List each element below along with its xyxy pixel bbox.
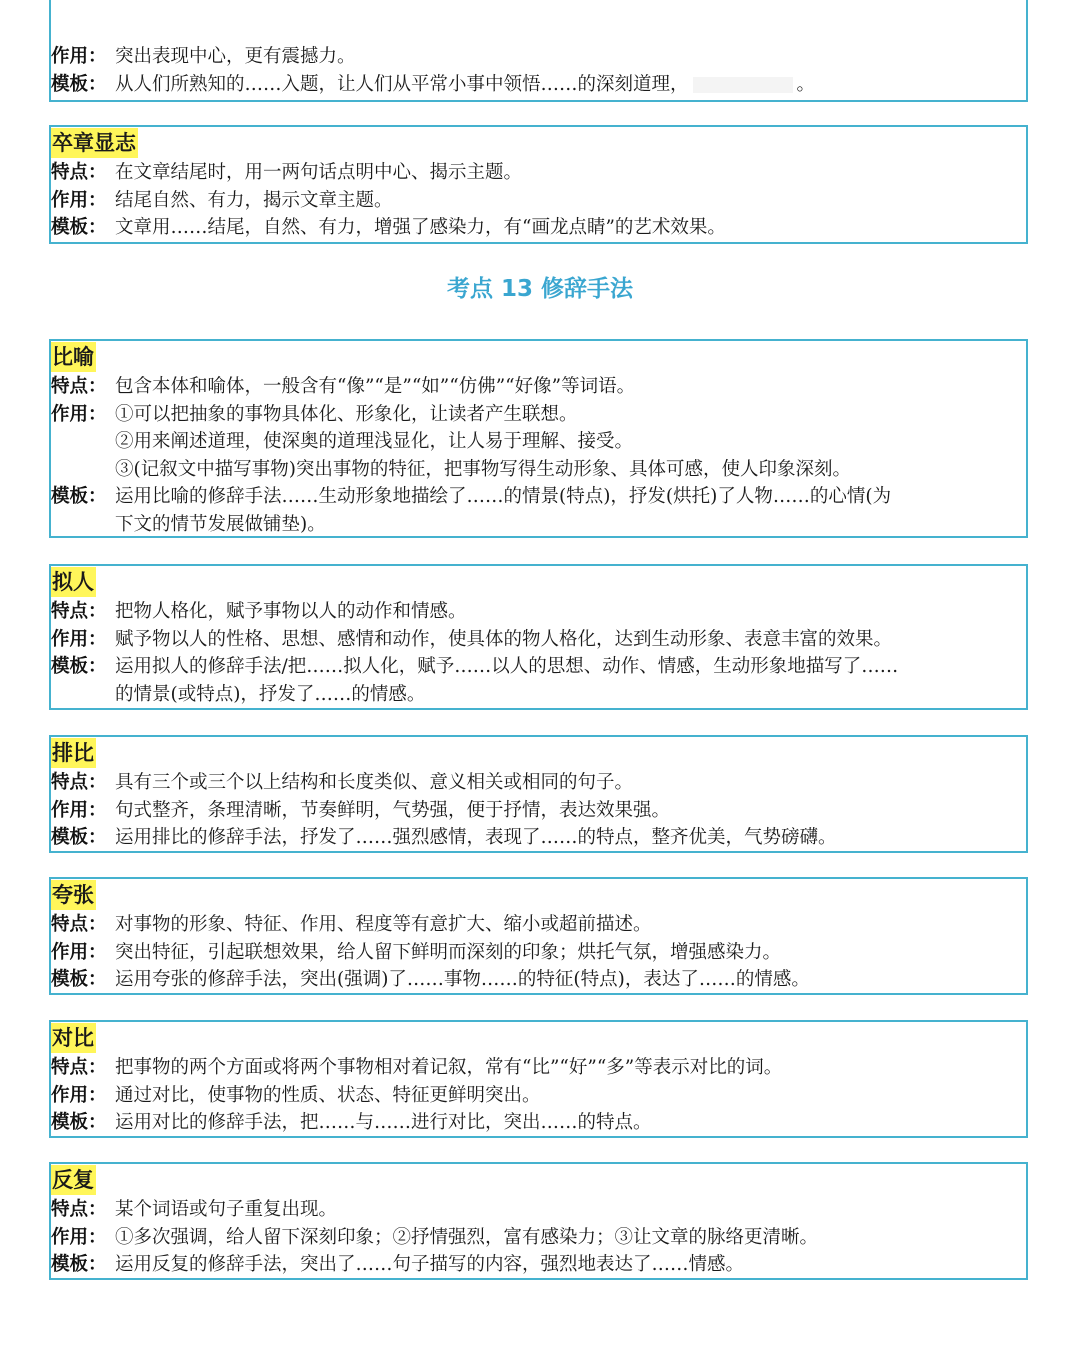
card-title: 反复: [51, 1165, 96, 1195]
row-text: 突出特征，引起联想效果，给人留下鲜明而深刻的印象；烘托气氛，增强感染力。: [115, 941, 782, 963]
row-label: 作用：: [51, 403, 107, 425]
card-title: 拟人: [51, 567, 96, 597]
feature-label: 特点：: [51, 162, 107, 183]
row-label: 模板：: [51, 486, 107, 507]
row-text: 下文的情节发展做铺垫)。: [115, 513, 326, 535]
template-text-tail: 。: [796, 73, 816, 95]
row-text: 包含本体和喻体，一般含有“像”“是”“如”“仿佛”“好像”等词语。: [115, 376, 636, 397]
row-text: 把物人格化，赋予事物以人的动作和情感。: [115, 601, 467, 622]
effect-text: 突出表现中心，更有震撼力。: [115, 46, 356, 67]
row-label: 作用：: [51, 628, 107, 650]
card-row: [51, 401, 1020, 429]
card-metaphor: [49, 339, 1028, 538]
card-row: [51, 653, 1020, 681]
row-text: 运用拟人的修辞手法/把……拟人化，赋予……以人的思想、动作、情感，生动形象地描写了……: [115, 656, 899, 677]
template-text-main: 从人们所熟知的……入题，让人们从平常小事中领悟……的深刻道理，: [115, 73, 689, 95]
section-title: 考点 13 修辞手法: [446, 276, 634, 302]
row-text: 运用反复的修辞手法，突出了……句子描写的内容，强烈地表达了……情感。: [115, 1254, 745, 1275]
row-label: 作用：: [51, 1226, 107, 1248]
row-label: 作用：: [51, 1084, 107, 1106]
effect-row: [51, 187, 1020, 215]
template-text: 文章用……结尾，自然、有力，增强了感染力，有“画龙点睛”的艺术效果。: [115, 217, 726, 238]
row-label: 模板：: [51, 656, 107, 677]
card-row: [51, 1082, 1020, 1110]
row-label: 作用：: [51, 941, 107, 963]
row-text: 赋予物以人的性格、思想、感情和动作，使具体的物人格化，达到生动形象、表意丰富的效果。: [115, 628, 893, 650]
feature-row: [51, 159, 1020, 187]
card-title: 夸张: [51, 880, 96, 910]
card-row: [51, 1196, 1020, 1224]
card-row: [51, 1109, 1020, 1137]
template-row: [51, 214, 1020, 242]
card-row: [51, 428, 1020, 456]
row-text: 运用排比的修辞手法，抒发了……强烈感情，表现了……的特点，整齐优美，气势磅礴。: [115, 827, 837, 848]
card-title: 对比: [51, 1023, 96, 1053]
card-repetition: [49, 1162, 1028, 1280]
row-text: 具有三个或三个以上结构和长度类似、意义相关或相同的句子。: [115, 772, 634, 793]
card-row: [51, 1054, 1020, 1082]
card-row: [51, 911, 1020, 939]
card-title: 比喻: [51, 342, 96, 372]
template-label: 模板：: [51, 217, 107, 238]
row-text: 某个词语或句子重复出现。: [115, 1199, 338, 1220]
card-row: [51, 373, 1020, 401]
card-personification: [49, 564, 1028, 710]
row-text: 通过对比，使事物的性质、状态、特征更鲜明突出。: [115, 1084, 541, 1106]
card-row: [51, 456, 1020, 484]
row-label: 特点：: [51, 772, 107, 793]
row-text: ②用来阐述道理，使深奥的道理浅显化，让人易于理解、接受。: [115, 431, 634, 452]
card-row: [51, 824, 1020, 852]
row-label: 模板：: [51, 1112, 107, 1133]
card-row: [51, 681, 1020, 709]
row-label: 特点：: [51, 376, 107, 397]
card-row: [51, 626, 1020, 654]
template-row: [51, 71, 1020, 99]
card-row: [51, 483, 1020, 511]
template-label: 模板：: [51, 73, 107, 95]
card-parallelism: [49, 735, 1028, 853]
row-text: 句式整齐，条理清晰，节奏鲜明，气势强，便于抒情，表达效果强。: [115, 799, 671, 821]
row-text: ①可以把抽象的事物具体化、形象化，让读者产生联想。: [115, 403, 578, 425]
card-hyperbole: [49, 877, 1028, 995]
row-label: 特点：: [51, 1199, 107, 1220]
redacted-area: [693, 77, 793, 93]
card-row: [51, 1224, 1020, 1252]
effect-text: 结尾自然、有力，揭示文章主题。: [115, 189, 393, 211]
row-text: 把事物的两个方面或将两个事物相对着记叙，常有“比”“好”“多”等表示对比的词。: [115, 1057, 783, 1078]
card-row: [51, 939, 1020, 967]
card-title: 排比: [51, 738, 96, 768]
card-row: [51, 769, 1020, 797]
row-text: 的情景(或特点)，抒发了……的情感。: [115, 683, 426, 705]
card-row: [51, 797, 1020, 825]
row-text: 运用夸张的修辞手法，突出(强调)了……事物……的特征(特点)，表达了……的情感。: [115, 969, 810, 990]
row-text: 对事物的形象、特征、作用、程度等有意扩大、缩小或超前描述。: [115, 914, 652, 935]
card-title: 卒章显志: [51, 128, 138, 158]
card-row: [51, 966, 1020, 994]
effect-row: [51, 43, 1020, 71]
card-row: [51, 598, 1020, 626]
card-row: [51, 511, 1020, 539]
row-label: 模板：: [51, 827, 107, 848]
row-label: 特点：: [51, 914, 107, 935]
row-label: 模板：: [51, 1254, 107, 1275]
feature-text: 在文章结尾时，用一两句话点明中心、揭示主题。: [115, 162, 523, 183]
card-contrast: [49, 1020, 1028, 1138]
effect-label: 作用：: [51, 46, 107, 67]
row-text: ③(记叙文中描写事物)突出事物的特征，把事物写得生动形象、具体可感，使人印象深刻。: [115, 458, 851, 480]
row-text: ①多次强调，给人留下深刻印象；②抒情强烈，富有感染力；③让文章的脉络更清晰。: [115, 1226, 819, 1248]
top-partial-card: [49, 0, 1028, 102]
row-label: 特点：: [51, 1057, 107, 1078]
row-label: 作用：: [51, 799, 107, 821]
row-label: 模板：: [51, 969, 107, 990]
card-end-theme: [49, 125, 1028, 244]
row-text: 运用比喻的修辞手法……生动形象地描绘了……的情景(特点)，抒发(烘托)了人物……的心情(为: [115, 486, 892, 507]
card-row: [51, 1251, 1020, 1279]
template-text: [115, 71, 1020, 99]
effect-label: 作用：: [51, 189, 107, 211]
row-text: 运用对比的修辞手法，把……与……进行对比，突出……的特点。: [115, 1112, 652, 1133]
row-label: 特点：: [51, 601, 107, 622]
